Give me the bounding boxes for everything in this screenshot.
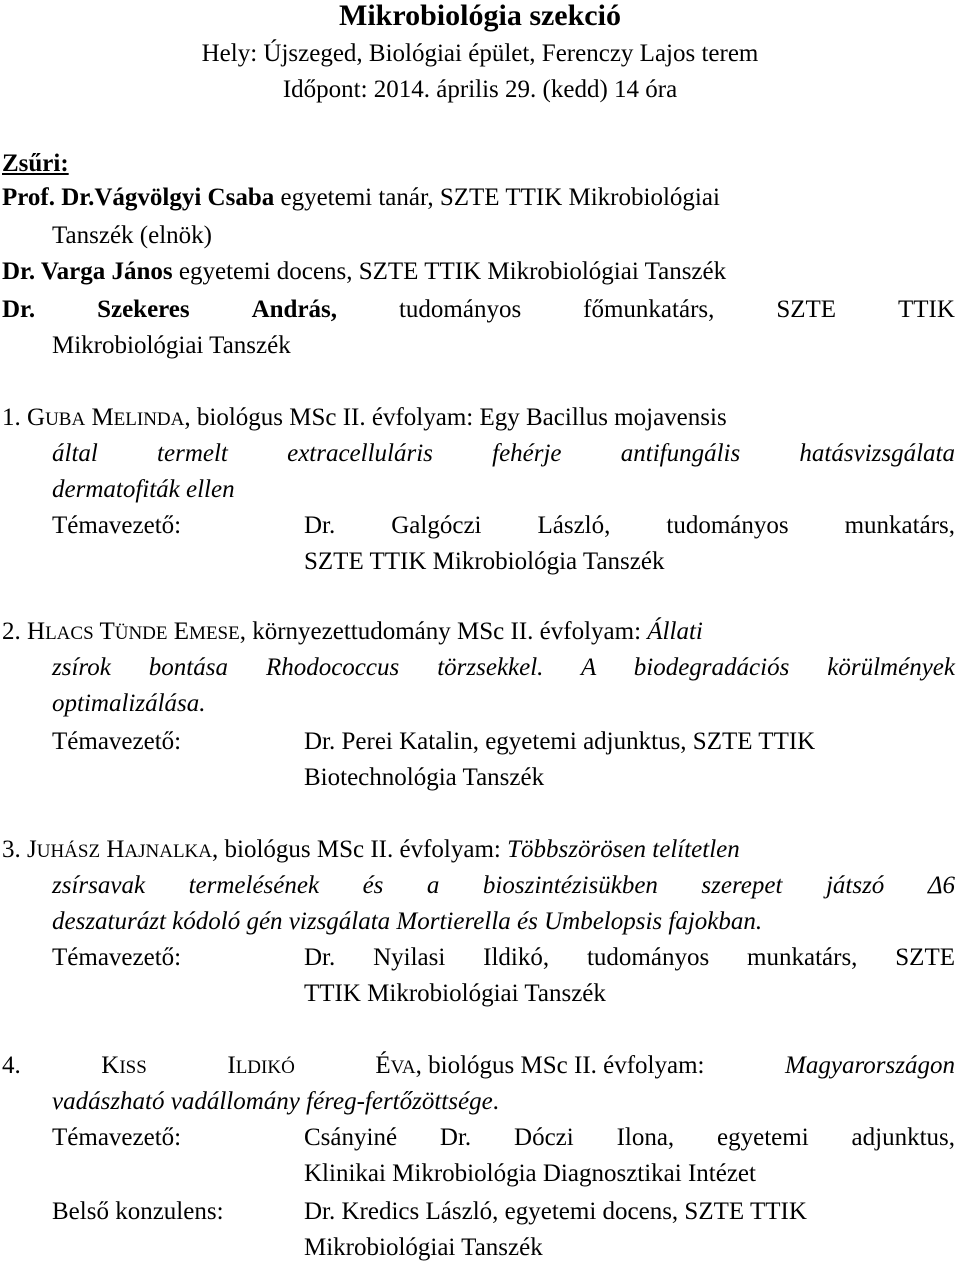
entry-2-header [2,614,955,652]
consultant-label: Belső konzulens: [52,1198,224,1225]
jury-member-1 [2,180,720,216]
jury-member-title-word: főmunkatárs, [583,296,715,323]
supervisor-name: Dr. Galgóczi László, tudományos munkatárs, [304,512,955,539]
supervisor-label: Témavezető: [52,1124,182,1151]
supervisor-label: Témavezető: [52,512,182,539]
entry-1-header [2,400,955,438]
presenter-program: , környezettudomány MSc II. évfolyam: [239,618,648,645]
presenter-program: , biológus MSc II. évfolyam: Egy Bacillus mojavensis [184,404,727,431]
consultant-name: Dr. Kredics László, egyetemi docens, SZTE TTIK [304,1198,807,1225]
entry-1-title-line: által termelt extracelluláris fehérje antifungális hatásvizsgálata [52,440,955,467]
entry-number: 1. [2,404,21,431]
entry-3-header [2,832,955,870]
event-time: Időpont: 2014. április 29. (kedd) 14 óra [282,76,678,103]
entry-title-start: Többszörösen telítetlen [507,836,740,863]
event-place: Hely: Újszeged, Biológiai épület, Ferenczy Lajos terem [201,40,759,67]
supervisor-name: Dr. Nyilasi Ildikó, tudományos munkatárs, SZTE [304,944,955,971]
entry-2-title-line: zsírok bontása Rhodococcus törzsekkel. A biodegradációs körülmények [52,654,955,681]
jury-member-title-word: tudományos [398,296,522,323]
entry-number: 2. [2,618,21,645]
supervisor-affiliation: TTIK Mikrobiológiai Tanszék [304,980,606,1007]
entry-number: 3. [2,836,21,863]
consultant-affiliation: Mikrobiológiai Tanszék [304,1234,543,1261]
jury-member-title-word: TTIK [898,296,955,323]
supervisor-label: Témavezető: [52,944,182,971]
supervisor-name: Csányiné Dr. Dóczi Ilona, egyetemi adjunktus, [304,1124,955,1151]
supervisor-name: Dr. Perei Katalin, egyetemi adjunktus, SZTE TTIK [304,728,816,755]
page-title: Mikrobiológia szekció [339,0,621,32]
jury-member-3-title-cont: Mikrobiológiai Tanszék [52,332,291,359]
entry-3-title-line: zsírsavak termelésének és a bioszintézisükben szerepet játszó Δ6 [52,872,955,899]
entry-2-title-line: optimalizálása. [52,690,206,717]
presenter-name-part: KISS [101,1052,147,1079]
jury-member-name: Prof. Dr.Vágvölgyi Csaba [2,184,275,211]
jury-member-name-dr: Dr. [2,296,36,323]
presenter-name-and-program: ÉVA, biológus MSc II. évfolyam: [375,1052,705,1079]
presenter-program: , biológus MSc II. évfolyam: [212,836,508,863]
entry-title-start: Állati [647,618,703,645]
jury-member-name-last: András, [251,296,338,323]
entry-4-title-line: vadászható vadállomány féreg-fertőzöttsége. [52,1088,499,1115]
jury-member-title: egyetemi docens, SZTE TTIK Mikrobiológiai Tanszék [172,258,727,285]
jury-member-2 [2,254,726,290]
supervisor-label: Témavezető: [52,728,182,755]
presenter-name: GUBA MELINDA [27,404,185,431]
supervisor-affiliation: Klinikai Mikrobiológia Diagnosztikai Intézet [304,1160,756,1187]
presenter-name-part: ILDIKÓ [227,1052,295,1079]
jury-heading: Zsűri: [2,150,69,177]
jury-member-name-first: Szekeres [97,296,190,323]
supervisor-affiliation: SZTE TTIK Mikrobiológia Tanszék [304,548,665,575]
entry-1-title-line: dermatofiták ellen [52,476,235,503]
jury-member-3 [2,292,955,328]
entry-3-title-line: deszaturázt kódoló gén vizsgálata Mortierella és Umbelopsis fajokban. [52,908,763,935]
presenter-name: HLACS TÜNDE EMESE [27,618,240,645]
jury-member-1-title-cont: Tanszék (elnök) [52,222,212,249]
supervisor-affiliation: Biotechnológia Tanszék [304,764,545,791]
entry-number: 4. [2,1052,21,1079]
jury-member-title-word: SZTE [776,296,837,323]
presenter-name: JUHÁSZ HAJNALKA [27,836,212,863]
jury-member-name: Dr. Varga János [2,258,173,285]
jury-member-title: egyetemi tanár, SZTE TTIK Mikrobiológiai [274,184,720,211]
entry-title-start: Magyarországon [785,1052,955,1079]
entry-4-header [2,1048,955,1086]
